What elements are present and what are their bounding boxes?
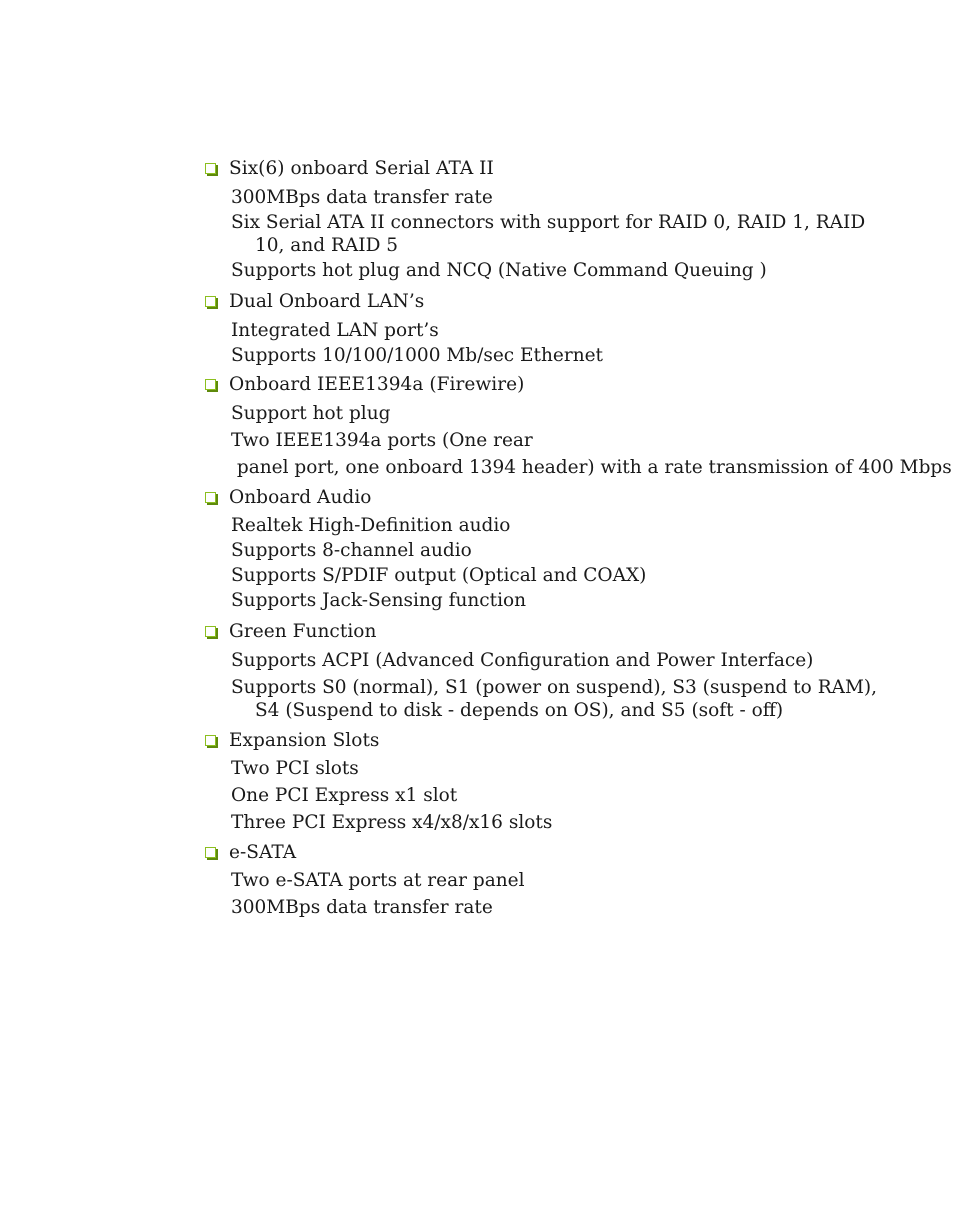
section-title: e-SATA: [229, 841, 297, 863]
section-title: Onboard Audio: [229, 486, 372, 508]
section-heading-row: [205, 618, 885, 644]
checkbox-bullet-icon: [205, 735, 216, 746]
list-item: Support hot plug: [231, 403, 391, 424]
list-item: 300MBps data transfer rate: [231, 187, 493, 208]
list-item: One PCI Express x1 slot: [231, 785, 458, 806]
section-title: Onboard IEEE1394a (Firewire): [229, 373, 525, 395]
checkbox-bullet-icon: [205, 626, 216, 637]
section-audio: [205, 484, 885, 612]
section-heading-row: [205, 155, 885, 181]
list-item: Three PCI Express x4/x8/x16 slots: [231, 812, 553, 833]
section-title: Six(6) onboard Serial ATA II: [229, 157, 494, 179]
section-title: Dual Onboard LAN’s: [229, 290, 425, 312]
checkbox-bullet-icon: [205, 379, 216, 390]
list-item: panel port, one onboard 1394 header) with a rate transmission of 400 Mbps: [231, 457, 952, 478]
section-title: Green Function: [229, 620, 377, 642]
list-item: Supports S/PDIF output (Optical and COAX): [231, 565, 647, 586]
section-heading-row: [205, 288, 885, 314]
checkbox-bullet-icon: [205, 296, 216, 307]
list-item: Supports 8-channel audio: [231, 540, 472, 561]
list-item: 300MBps data transfer rate: [231, 897, 493, 918]
checkbox-bullet-icon: [205, 847, 216, 858]
section-serial-ata: [205, 155, 885, 282]
list-item: Integrated LAN port’s: [231, 320, 439, 341]
section-title: Expansion Slots: [229, 729, 380, 751]
section-lan: [205, 288, 885, 367]
section-esata: [205, 839, 885, 919]
list-item: Supports 10/100/1000 Mb/sec Ethernet: [231, 345, 603, 366]
list-item: Supports S0 (normal), S1 (power on suspend), S3 (suspend to RAM), S4 (Suspend to disk - depends on OS), and S5 (soft - off): [231, 677, 878, 721]
section-heading-row: [205, 484, 885, 510]
section-expansion-slots: [205, 727, 885, 834]
section-heading-row: [205, 727, 885, 753]
section-heading-row: [205, 371, 885, 397]
list-item: Supports ACPI (Advanced Configuration and Power Interface): [231, 650, 814, 671]
section-green-function: [205, 618, 885, 722]
list-item: Supports Jack-Sensing function: [231, 590, 527, 611]
list-item: Two e-SATA ports at rear panel: [231, 870, 525, 891]
list-item: Supports hot plug and NCQ (Native Command Queuing ): [231, 260, 767, 281]
list-item: Two IEEE1394a ports (One rear: [231, 430, 533, 451]
checkbox-bullet-icon: [205, 163, 216, 174]
section-heading-row: [205, 839, 885, 865]
checkbox-bullet-icon: [205, 492, 216, 503]
list-item: Realtek High-Definition audio: [231, 515, 511, 536]
list-item: Six Serial ATA II connectors with support for RAID 0, RAID 1, RAID 10, and RAID 5: [231, 212, 866, 256]
section-firewire: [205, 371, 952, 479]
list-item: Two PCI slots: [231, 758, 359, 779]
